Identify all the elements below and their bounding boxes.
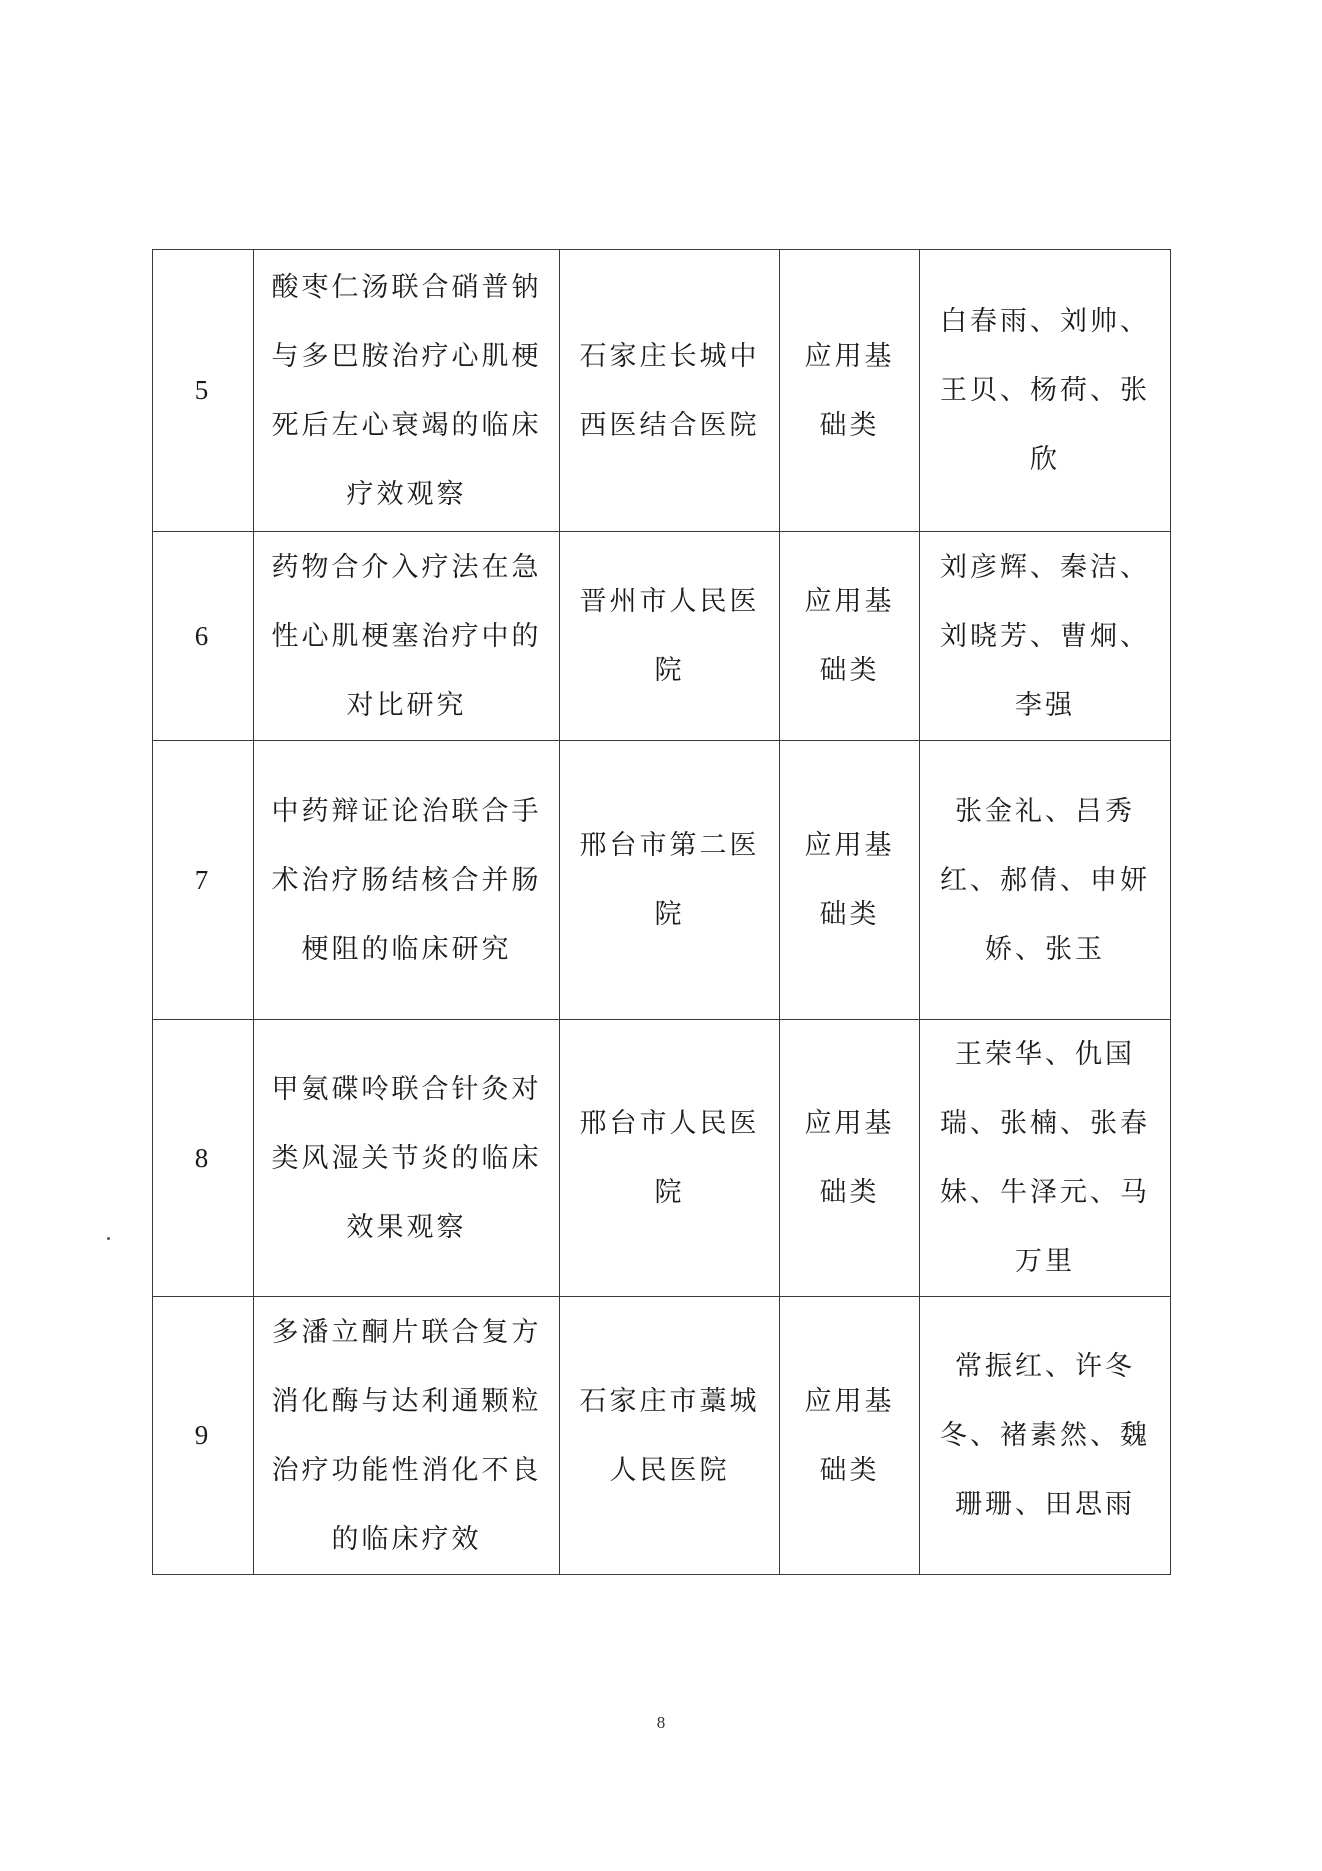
- table-row: [153, 1297, 1171, 1575]
- project-title: 药物合介入疗法在急性心肌梗塞治疗中的对比研究: [254, 532, 560, 741]
- row-number: 8: [153, 1020, 254, 1297]
- table-row: [153, 532, 1171, 741]
- applicant-unit: 石家庄长城中西医结合医院: [560, 250, 780, 532]
- project-authors: 白春雨、刘帅、王贝、杨荷、张欣: [920, 250, 1171, 532]
- row-number: 5: [153, 250, 254, 532]
- project-authors: 张金礼、吕秀红、郝倩、申妍娇、张玉: [920, 741, 1171, 1020]
- applicant-unit: 石家庄市藁城人民医院: [560, 1297, 780, 1575]
- project-title: 甲氨碟呤联合针灸对类风湿关节炎的临床效果观察: [254, 1020, 560, 1297]
- applicant-unit: 晋州市人民医院: [560, 532, 780, 741]
- row-number: 7: [153, 741, 254, 1020]
- project-category: 应用基础类: [780, 532, 920, 741]
- project-category: 应用基础类: [780, 1020, 920, 1297]
- project-title: 中药辩证论治联合手术治疗肠结核合并肠梗阻的临床研究: [254, 741, 560, 1020]
- project-authors: 刘彦辉、秦洁、刘晓芳、曹炯、李强: [920, 532, 1171, 741]
- project-category: 应用基础类: [780, 250, 920, 532]
- row-number: 6: [153, 532, 254, 741]
- project-table: [152, 249, 1171, 1575]
- project-authors: 王荣华、仇国瑞、张楠、张春妹、牛泽元、马万里: [920, 1020, 1171, 1297]
- project-category: 应用基础类: [780, 1297, 920, 1575]
- project-title: 酸枣仁汤联合硝普钠与多巴胺治疗心肌梗死后左心衰竭的临床疗效观察: [254, 250, 560, 532]
- applicant-unit: 邢台市人民医院: [560, 1020, 780, 1297]
- project-category: 应用基础类: [780, 741, 920, 1020]
- page-number: 8: [656, 1713, 666, 1732]
- applicant-unit: 邢台市第二医院: [560, 741, 780, 1020]
- project-authors: 常振红、许冬冬、褚素然、魏珊珊、田思雨: [920, 1297, 1171, 1575]
- table-row: [153, 1020, 1171, 1297]
- table-row: [153, 741, 1171, 1020]
- table-row: [153, 250, 1171, 532]
- project-title: 多潘立酮片联合复方消化酶与达利通颗粒治疗功能性消化不良的临床疗效: [254, 1297, 560, 1575]
- scan-speck: [107, 1237, 110, 1240]
- row-number: 9: [153, 1297, 254, 1575]
